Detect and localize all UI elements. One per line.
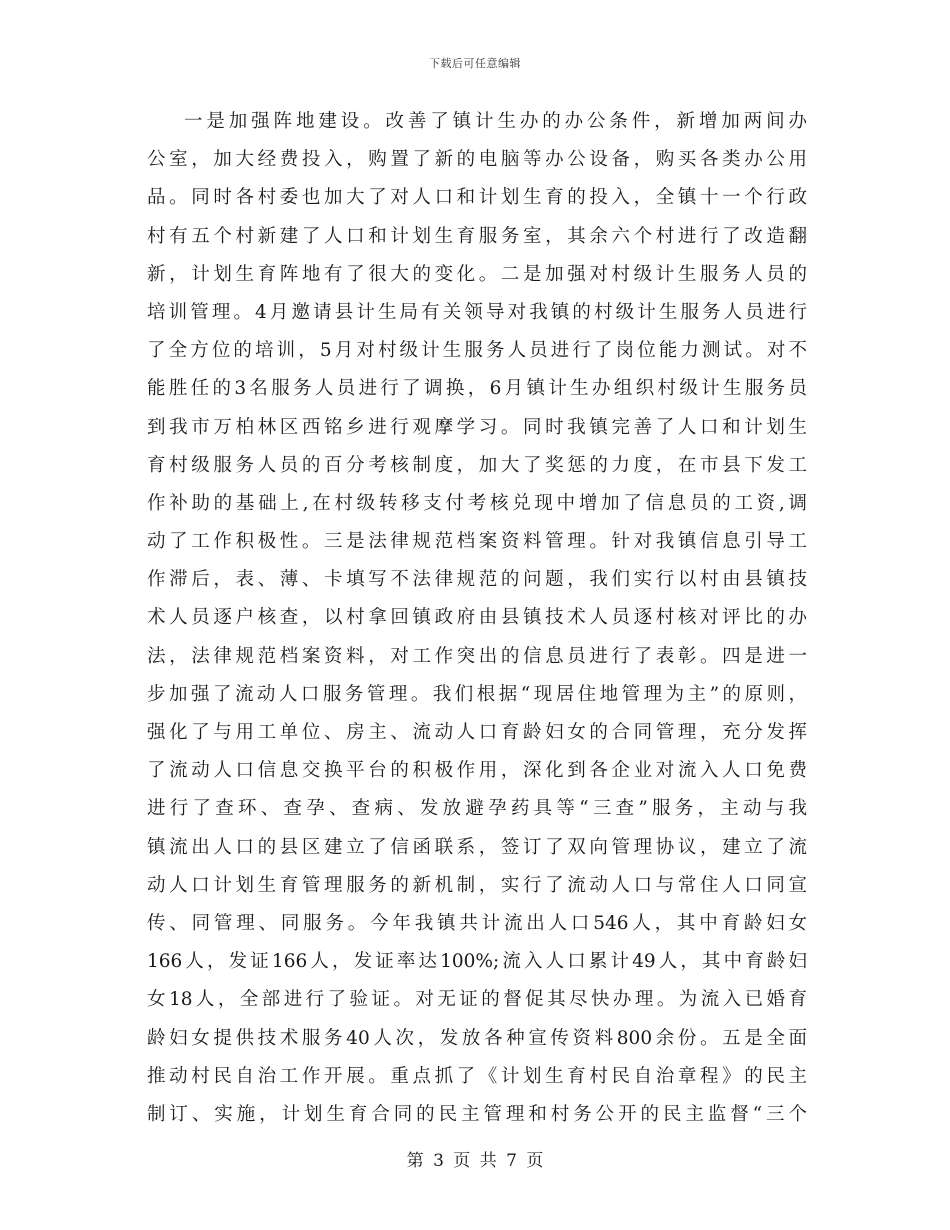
body-line: 镇流出人口的县区建立了信函联系，签订了双向管理协议，建立了流 xyxy=(147,836,807,858)
body-line: 培训管理。4月邀请县计生局有关领导对我镇的村级计生服务人员进行 xyxy=(147,301,807,323)
body-line: 动了工作积极性。三是法律规范档案资料管理。针对我镇信息引导工 xyxy=(147,531,807,553)
body-line: 强化了与用工单位、房主、流动人口育龄妇女的合同管理，充分发挥 xyxy=(147,722,807,743)
body-line: 作滞后，表、薄、卡填写不法律规范的问题，我们实行以村由县镇技 xyxy=(147,569,807,591)
page-header: 下载后可任意编辑 xyxy=(429,57,521,70)
body-line: 公室，加大经费投入，购置了新的电脑等办公设备，购买各类办公用 xyxy=(147,149,807,171)
body-line: 作补助的基础上,在村级转移支付考核兑现中增加了信息员的工资,调 xyxy=(147,492,807,514)
body-line: 法，法律规范档案资料，对工作突出的信息员进行了表彰。四是进一 xyxy=(147,645,807,667)
body-line: 传、同管理、同服务。今年我镇共计流出人口546人，其中育龄妇女 xyxy=(147,912,807,934)
body-line: 术人员逐户核查，以村拿回镇政府由县镇技术人员逐村核对评比的办 xyxy=(147,607,807,629)
body-line: 166人，发证166人，发证率达100%;流入人口累计49人，其中育龄妇 xyxy=(147,951,807,973)
body-line: 品。同时各村委也加大了对人口和计划生育的投入，全镇十一个行政 xyxy=(147,187,807,209)
body-line: 了流动人口信息交换平台的积极作用，深化到各企业对流入人口免费 xyxy=(147,760,807,782)
body-line: 推动村民自治工作开展。重点抓了《计划生育村民自治章程》的民主 xyxy=(147,1065,807,1087)
document-body xyxy=(147,103,807,1134)
body-line: 进行了查环、查孕、查病、发放避孕药具等“三查”服务，主动与我 xyxy=(147,798,807,820)
body-line: 到我市万柏林区西铭乡进行观摩学习。同时我镇完善了人口和计划生 xyxy=(147,416,807,438)
body-line: 制订、实施，计划生育合同的民主管理和村务公开的民主监督“三个 xyxy=(147,1103,807,1125)
body-line: 龄妇女提供技术服务40人次，发放各种宣传资料800余份。五是全面 xyxy=(147,1027,807,1049)
body-line: 能胜任的3名服务人员进行了调换，6月镇计生办组织村级计生服务员 xyxy=(147,378,807,400)
body-line: 女18人，全部进行了验证。对无证的督促其尽快办理。为流入已婚育 xyxy=(147,989,807,1011)
body-line: 步加强了流动人口服务管理。我们根据“现居住地管理为主”的原则， xyxy=(147,683,807,705)
body-line: 动人口计划生育管理服务的新机制，实行了流动人口与常住人口同宣 xyxy=(147,874,807,896)
body-line: 新，计划生育阵地有了很大的变化。二是加强对村级计生服务人员的 xyxy=(147,263,807,285)
page-number-footer: 第 3 页 共 7 页 xyxy=(406,1151,544,1171)
body-line: 村有五个村新建了人口和计划生育服务室，其余六个村进行了改造翻 xyxy=(147,225,807,247)
body-line: 育村级服务人员的百分考核制度，加大了奖惩的力度，在市县下发工 xyxy=(147,454,807,476)
body-line: 了全方位的培训，5月对村级计生服务人员进行了岗位能力测试。对不 xyxy=(147,340,807,362)
body-line: 一是加强阵地建设。改善了镇计生办的办公条件，新增加两间办 xyxy=(184,111,807,132)
